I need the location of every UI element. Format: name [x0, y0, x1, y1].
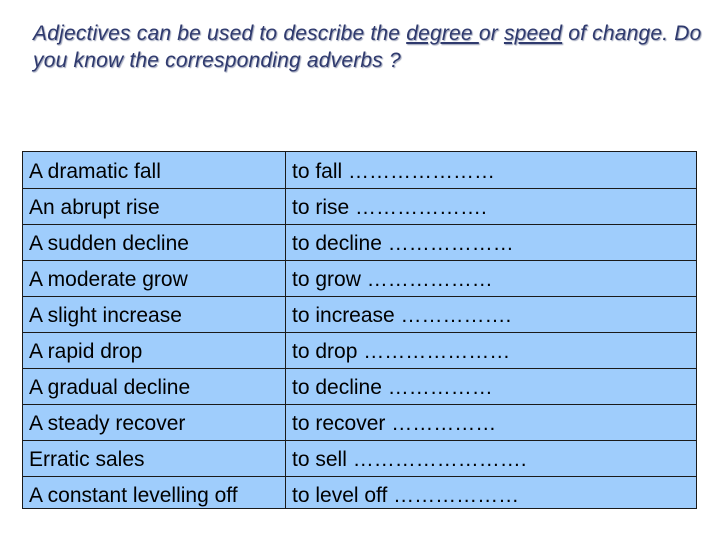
verb-cell: to grow ………………: [292, 268, 493, 291]
heading-text-1: Adjectives can be used to describe the: [33, 22, 407, 45]
adjective-cell: A slight increase: [29, 304, 182, 327]
table-row: [23, 296, 696, 333]
verb-cell: to increase …………….: [292, 304, 512, 327]
verb-cell: to level off ………………: [292, 484, 520, 507]
verb-cell: to rise ……………….: [292, 196, 487, 219]
table-row: [23, 152, 696, 189]
adjective-cell: A steady recover: [29, 412, 186, 435]
table-row: [23, 188, 696, 225]
adjective-cell: A moderate grow: [29, 268, 188, 291]
table-row: [23, 368, 696, 405]
verb-cell: to recover ……………: [292, 412, 497, 435]
verb-cell: to fall …………………: [292, 160, 496, 183]
heading-text-3: of change. Do you know the corresponding adverbs ?: [33, 22, 702, 72]
adjective-cell: A gradual decline: [29, 376, 191, 399]
verb-cell: to sell …………………….: [292, 448, 527, 471]
verb-cell: to drop …………………: [292, 340, 511, 363]
table-row: [23, 332, 696, 369]
adjective-cell: Erratic sales: [29, 448, 145, 471]
question-heading: [33, 20, 703, 74]
heading-text-2: or: [478, 22, 504, 45]
table-row: [23, 440, 696, 477]
heading-underlined-speed: speed: [503, 22, 563, 45]
heading-underlined-degree: degree: [406, 22, 479, 45]
table-row: [23, 224, 696, 261]
verb-cell: to decline ………………: [292, 232, 514, 255]
adjective-cell: An abrupt rise: [29, 196, 160, 219]
adjective-cell: A dramatic fall: [29, 160, 161, 183]
table-row: [23, 476, 696, 512]
adjective-adverb-table: [22, 151, 697, 509]
adjective-cell: A constant levelling off: [29, 484, 238, 507]
table-row: [23, 404, 696, 441]
table-row: [23, 260, 696, 297]
adjective-cell: A rapid drop: [29, 340, 143, 363]
adjective-cell: A sudden decline: [29, 232, 189, 255]
verb-cell: to decline ……………: [292, 376, 493, 399]
